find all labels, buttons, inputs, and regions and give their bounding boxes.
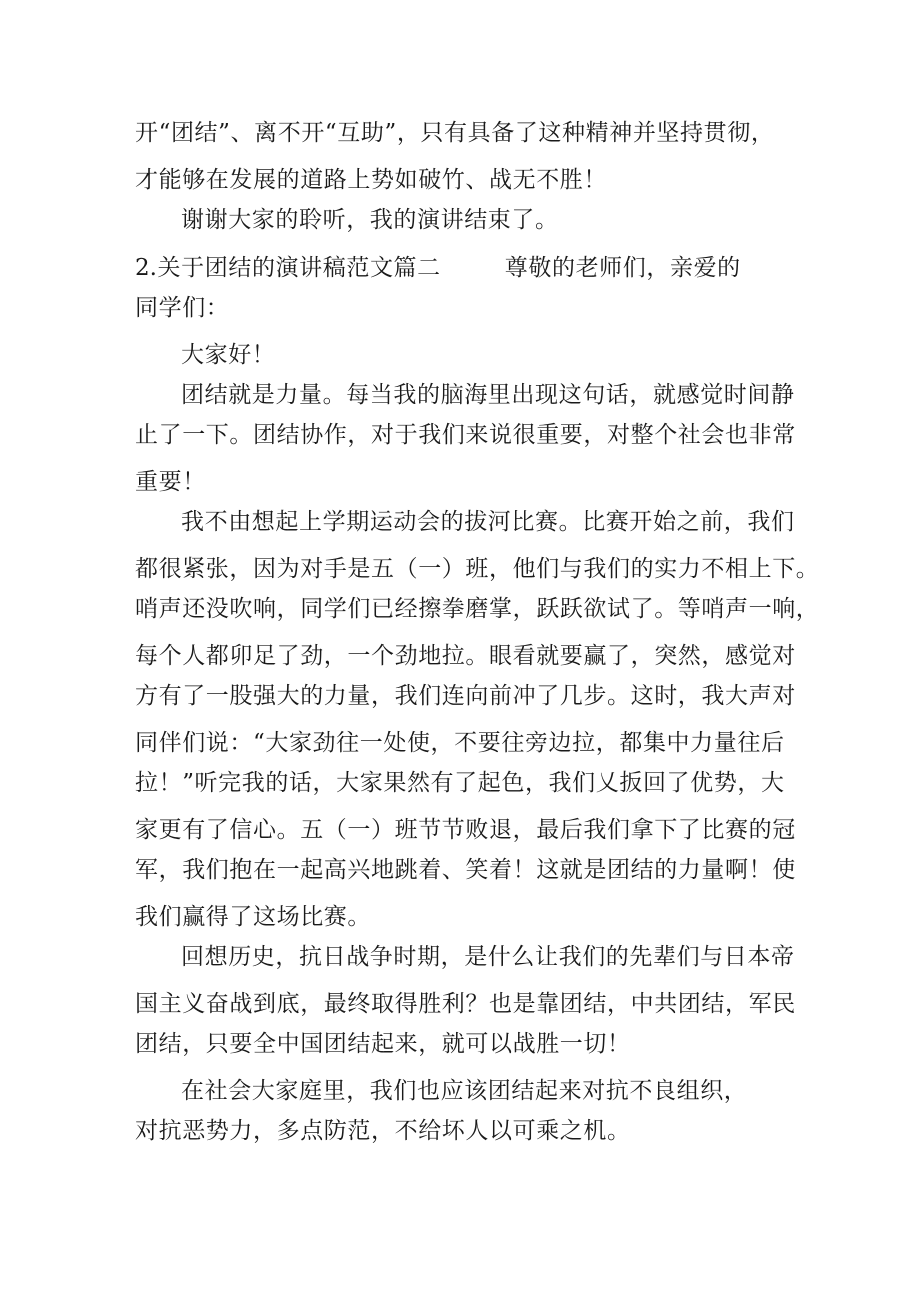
text-line: 都很紧张，因为对手是五（一）班，他们与我们的实力不相上下。: [135, 556, 820, 582]
text-line: 回想历史，抗日战争时期，是什么让我们的先辈们与日本帝: [181, 944, 795, 970]
text-line: 在社会大家庭里，我们也应该团结起来对抗不良组织，: [181, 1078, 748, 1104]
text-line: 止了一下。团结协作，对于我们来说很重要，对整个社会也非常: [135, 422, 796, 448]
text-line: 家更有了信心。五（一）班节节败退，最后我们拿下了比赛的冠: [135, 817, 796, 843]
text-line: 每个人都卯足了劲，一个劲地拉。眼看就要赢了，突然，感觉对: [135, 643, 796, 669]
text-line: 方有了一股强大的力量，我们连向前冲了几步。这时，我大声对: [135, 683, 796, 709]
text-line: 对抗恶势力，多点防范，不给坏人以可乘之机。: [135, 1118, 631, 1144]
section-heading: [135, 254, 741, 282]
text-line: 团结就是力量。每当我的脑海里出现这句话，就感觉时间静: [181, 382, 795, 408]
greeting-continued: 同学们：: [135, 295, 230, 321]
text-line: 军，我们抱在一起高兴地跳着、笑着！这就是团结的力量啊！使: [135, 857, 796, 883]
text-line: 拉！”听完我的话，大家果然有了起色，我们乂扳回了优势，大: [135, 770, 785, 796]
text-line: 谢谢大家的聆听，我的演讲结束了。: [181, 207, 559, 233]
greeting: 尊敬的老师们，亲爱的: [504, 255, 741, 281]
text-line: 团结，只要全中国团结起来，就可以战胜一切！: [135, 1031, 631, 1057]
text-line: 国主义奋战到底，最终取得胜利？也是靠团结，中共团结，军民: [135, 991, 796, 1017]
text-line: 我不由想起上学期运动会的拔河比赛。比赛开始之前，我们: [181, 509, 795, 535]
section-number: 2: [135, 255, 150, 281]
text-line: 我们赢得了这场比赛。: [135, 904, 371, 930]
text-line: 才能够在发展的道路上势如破竹、战无不胜！: [135, 167, 607, 193]
text-line: 重要！: [135, 469, 206, 495]
text-line: 哨声还没吹响，同学们已经擦拳磨掌，跃跃欲试了。等哨声一响，: [135, 596, 820, 622]
section-title: .关于团结的演讲稿范文篇二: [149, 255, 441, 281]
text-line: 开“团结”、离不开“互助”，只有具备了这种精神并坚持贯彻，: [135, 120, 775, 146]
text-line: 大家好！: [181, 342, 276, 368]
text-line: 同伴们说：“大家劲往一处使，不要往旁边拉，都集中力量往后: [135, 730, 785, 756]
